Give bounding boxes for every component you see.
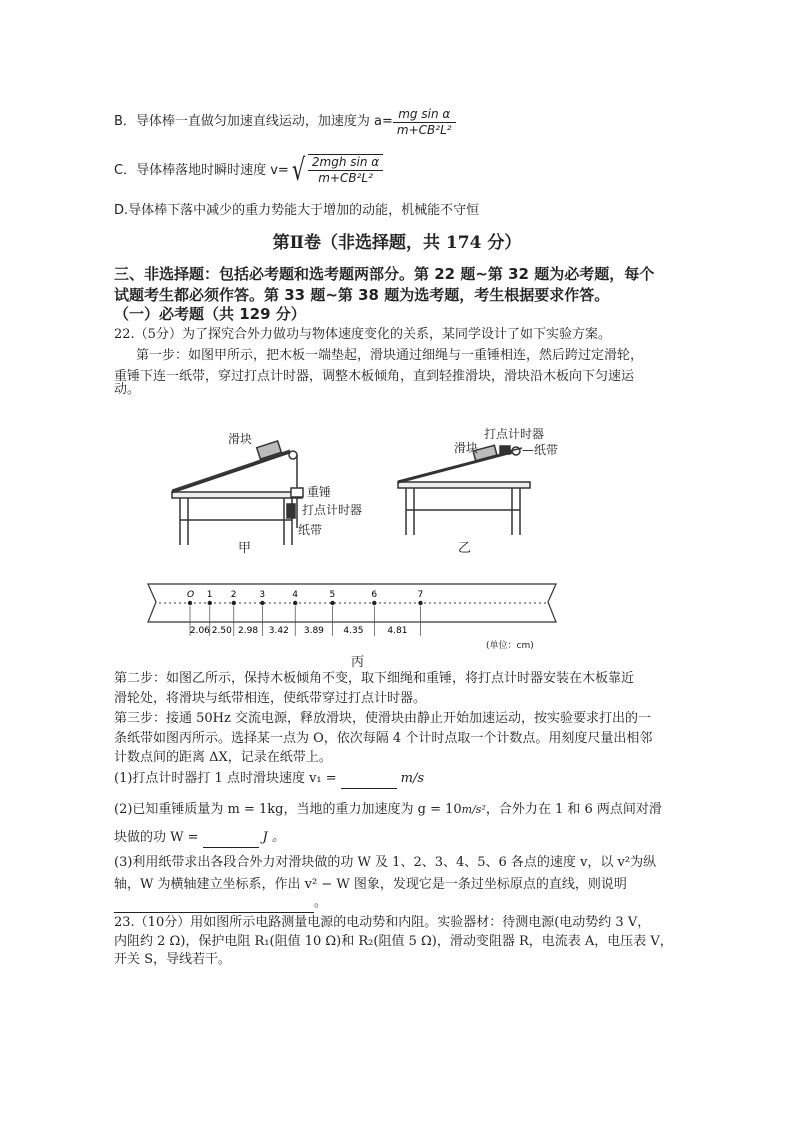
- timing-dot: [514, 602, 516, 604]
- timing-dot: [254, 602, 256, 604]
- timing-dot: [429, 602, 431, 604]
- point-label-2: 2: [230, 590, 237, 600]
- timing-dot: [174, 602, 176, 604]
- count-point-1: [208, 601, 212, 605]
- option-b: [114, 104, 456, 140]
- q22-line1: 22.（5分）为了探究合外力做功与物体速度变化的关系，某同学设计了如下实验方案。: [114, 327, 611, 342]
- timing-dot: [239, 602, 241, 604]
- timing-dot: [504, 602, 506, 604]
- option-c-sqrt: √ $\frac{\text{2mgh sin α}}{\text{m+CB²L²}}$: [289, 154, 383, 188]
- timing-dot: [204, 602, 206, 604]
- timing-dot: [284, 602, 286, 604]
- tape-unit: (单位：cm): [486, 641, 534, 651]
- caption-jia: 甲: [238, 541, 252, 556]
- sub3-l2: 轴，W 为横轴建立坐标系，作出 v² − W 图象，发现它是一条过坐标原点的直线，则说明: [114, 877, 627, 892]
- timing-dot: [524, 602, 526, 604]
- timing-dot: [479, 602, 481, 604]
- timing-dot: [339, 602, 341, 604]
- label-yi-tape: —纸带: [522, 443, 559, 457]
- option-b-text: B．导体棒一直做匀加速直线运动，加速度为 a=: [114, 114, 393, 129]
- timing-dot: [279, 602, 281, 604]
- timing-dot: [214, 602, 216, 604]
- timing-dot: [404, 602, 406, 604]
- timing-dot: [414, 602, 416, 604]
- step3-l2: 条纸带如图丙所示。选择某一点为 O，依次每隔 4 个计时点取一个计数点。用刻度尺量出相邻: [114, 731, 653, 746]
- timing-dot: [354, 602, 356, 604]
- q23-l2: 内阻约 2 Ω)，保护电阻 R₁(阻值 10 Ω)和 R₂(阻值 5 Ω)，滑动变阻器 R，电流表 A，电压表 V，: [114, 934, 673, 949]
- q23-l1: 23.（10分）用如图所示电路测量电源的电动势和内阻。实验器材：待测电源(电动势约 3 V，: [114, 915, 651, 930]
- answer-blank-3[interactable]: [114, 898, 314, 913]
- timing-dot: [439, 602, 441, 604]
- timing-dot: [454, 602, 456, 604]
- timing-dot: [194, 602, 196, 604]
- timing-dot: [159, 602, 161, 604]
- timing-dot: [469, 602, 471, 604]
- timing-dot: [184, 602, 186, 604]
- timing-dot: [464, 602, 466, 604]
- timing-dot: [219, 602, 221, 604]
- label-yi-slider: 滑块: [454, 441, 479, 455]
- timing-dot: [449, 602, 451, 604]
- timing-dot: [324, 602, 326, 604]
- timing-dot: [474, 602, 476, 604]
- timing-dot: [494, 602, 496, 604]
- section3-line1: 三、非选择题：包括必考题和选考题两部分。第 22 题~第 32 题为必考题，每个: [114, 265, 655, 283]
- section3-line2: 试题考生都必须作答。第 33 题~第 38 题为选考题，考生根据要求作答。: [114, 286, 610, 304]
- point-label-4: 4: [292, 590, 298, 600]
- point-label-O: O: [187, 590, 195, 600]
- timing-dot: [349, 602, 351, 604]
- count-point-4: [293, 601, 297, 605]
- timing-dot: [409, 602, 411, 604]
- timing-dot: [304, 602, 306, 604]
- timing-dot: [509, 602, 511, 604]
- distance-label: 2.98: [238, 626, 259, 636]
- table-jia: [172, 441, 303, 545]
- timing-dot: [269, 602, 271, 604]
- timing-dot: [224, 602, 226, 604]
- caption-yi: 乙: [458, 541, 472, 556]
- paper-tape-figure: [146, 578, 566, 670]
- timing-dot: [389, 602, 391, 604]
- timing-dot: [444, 602, 446, 604]
- distance-label: 4.81: [387, 626, 408, 636]
- q22-step1-l1: 第一步：如图甲所示，把木板一端垫起，滑块通过细绳与一重锤相连，然后跨过定滑轮，: [136, 348, 644, 363]
- sub2-line1: (2)已知重锤质量为 m = 1kg，当地的重力加速度为 g = 10 m/s² ，合外力在 1 和 6 两点间对滑: [114, 802, 662, 817]
- timing-dot: [384, 602, 386, 604]
- count-point-O: [188, 601, 192, 605]
- distance-label: 3.42: [268, 626, 289, 636]
- distance-label: 2.06: [189, 626, 210, 636]
- point-label-3: 3: [259, 590, 266, 600]
- count-point-2: [232, 601, 236, 605]
- answer-blank-1[interactable]: [341, 774, 397, 789]
- q22-step1-l2: 重锤下连一纸带，穿过打点计时器，调整木板倾角，直到轻推滑块，滑块沿木板向下匀速运: [114, 369, 635, 384]
- timing-dot: [249, 602, 251, 604]
- caption-bing: 丙: [351, 655, 365, 670]
- point-label-6: 6: [371, 590, 378, 600]
- sub3-l3: 。: [114, 892, 327, 913]
- step3-l3: 计数点间的距离 ΔX，记录在纸带上。: [114, 750, 332, 765]
- option-d: D.导体棒下落中减少的重力势能大于增加的动能，机械能不守恒: [114, 203, 480, 218]
- sub3-l1: (3)利用纸带求出各段合外力对滑块做的功 W 及 1、2、3、4、5、6 各点的速度 v，以 v²为纵: [114, 855, 657, 870]
- timing-dot: [369, 602, 371, 604]
- label-yi-timer: 打点计时器: [484, 427, 545, 441]
- point-label-1: 1: [206, 590, 213, 600]
- option-c-text: C．导体棒落地时瞬时速度 v=: [114, 163, 289, 178]
- timing-dot: [319, 602, 321, 604]
- timing-dot: [164, 602, 166, 604]
- timing-dot: [519, 602, 521, 604]
- label-jia-weight: 重锤: [307, 485, 332, 499]
- step2-l1: 第二步：如图乙所示，保持木板倾角不变，取下细绳和重锤，将打点计时器安装在木板靠近: [114, 671, 635, 686]
- section3-sub: （一）必考题（共 129 分）: [114, 305, 306, 323]
- option-b-fraction: $\frac{\text{mg sin α}}{\text{m+CB²L²}}$: [393, 107, 456, 138]
- label-jia-slider: 滑块: [228, 432, 253, 446]
- q23-l3: 开关 S，导线若干。: [114, 952, 232, 967]
- timing-dot: [399, 602, 401, 604]
- step2-l2: 滑轮处，将滑块与纸带相连，使纸带穿过打点计时器。: [114, 691, 427, 706]
- timing-dot: [459, 602, 461, 604]
- timing-dot: [274, 602, 276, 604]
- timing-dot: [499, 602, 501, 604]
- count-point-7: [418, 601, 422, 605]
- timing-dot: [359, 602, 361, 604]
- timing-dot: [289, 602, 291, 604]
- timing-dot: [179, 602, 181, 604]
- count-point-3: [260, 601, 264, 605]
- timing-dot: [309, 602, 311, 604]
- timing-dot: [424, 602, 426, 604]
- timing-dot: [489, 602, 491, 604]
- point-label-7: 7: [417, 590, 424, 600]
- timing-dot: [229, 602, 231, 604]
- sub2-line2: 块做的功 W = J 。: [114, 827, 285, 848]
- timing-dot: [199, 602, 201, 604]
- sub1: (1)打点计时器打 1 点时滑块速度 v₁ = m/s: [114, 768, 424, 789]
- timing-dot: [379, 602, 381, 604]
- table-yi: [398, 445, 530, 535]
- label-jia-tape: 纸带: [298, 523, 323, 537]
- q22-step1-l3: 动。: [114, 382, 141, 397]
- timing-dot: [344, 602, 346, 604]
- timing-dot: [484, 602, 486, 604]
- label-jia-timer: 打点计时器: [302, 503, 363, 517]
- timing-dot: [394, 602, 396, 604]
- point-label-5: 5: [329, 590, 336, 600]
- timing-dot: [299, 602, 301, 604]
- count-point-5: [330, 601, 334, 605]
- timing-dot: [544, 602, 546, 604]
- timing-dot: [539, 602, 541, 604]
- step3-l1: 第三步：接通 50Hz 交流电源，释放滑块，使滑块由静止开始加速运动，按实验要求打出的一: [114, 711, 651, 726]
- part2-title: 第Ⅱ卷（非选择题，共 174 分）: [272, 233, 522, 253]
- distance-label: 2.50: [211, 626, 232, 636]
- timing-dot: [434, 602, 436, 604]
- timing-dot: [534, 602, 536, 604]
- timing-dot: [529, 602, 531, 604]
- apparatus-figure: [150, 420, 590, 570]
- timing-dot: [169, 602, 171, 604]
- timing-dot: [364, 602, 366, 604]
- count-point-6: [372, 601, 376, 605]
- option-c: [114, 150, 383, 192]
- answer-blank-2[interactable]: [203, 833, 259, 848]
- distance-label: 3.89: [303, 626, 324, 636]
- timing-dot: [244, 602, 246, 604]
- timing-dot: [314, 602, 316, 604]
- distance-label: 4.35: [343, 626, 364, 636]
